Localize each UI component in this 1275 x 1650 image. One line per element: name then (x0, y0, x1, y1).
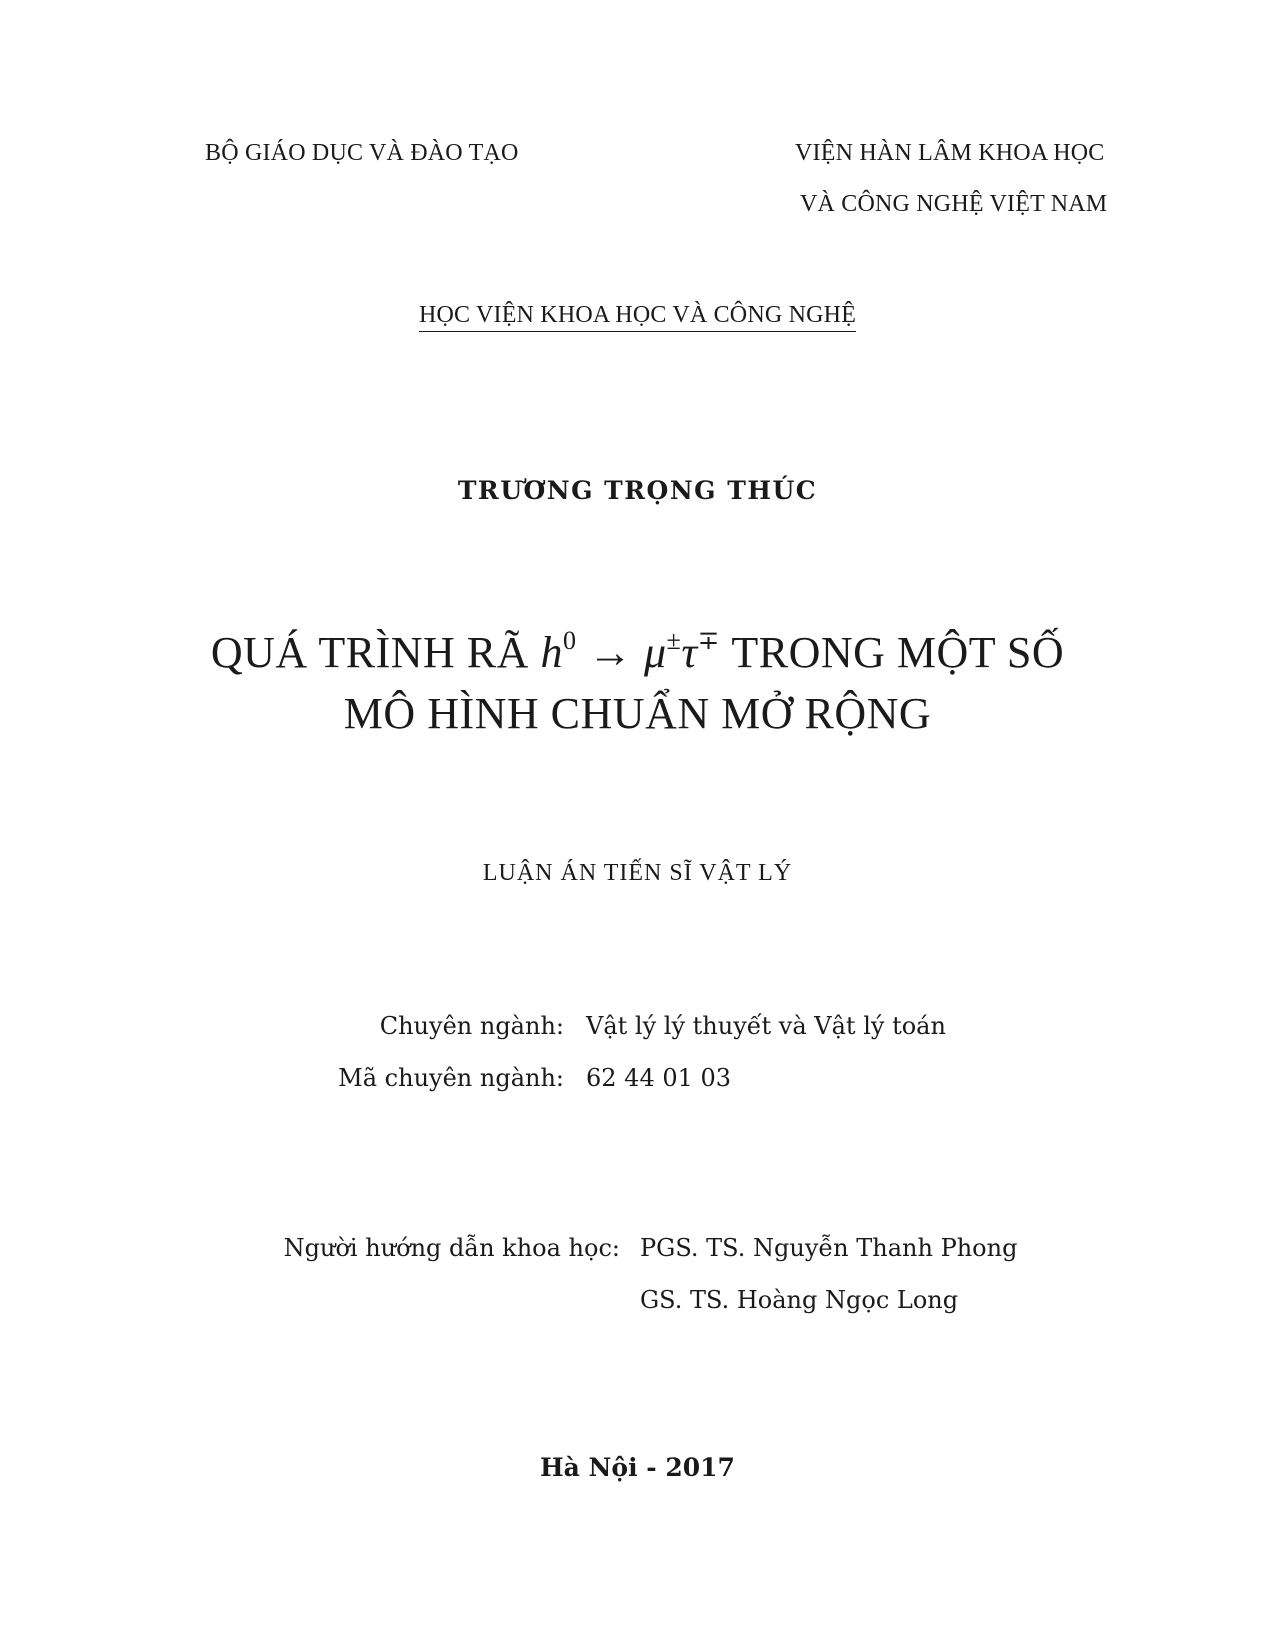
degree-type: LUẬN ÁN TIẾN SĨ VẬT LÝ (482, 860, 793, 886)
major-code-label: Mã chuyên ngành: (338, 1064, 564, 1092)
advisor-1: PGS. TS. Nguyễn Thanh Phong (640, 1234, 1018, 1262)
academy-name-line1: VIỆN HÀN LÂM KHOA HỌC (795, 140, 1105, 166)
institute-name-wrapper (0, 302, 1275, 329)
major-value: Vật lý lý thuyết và Vật lý toán (586, 1012, 946, 1040)
ministry-name: BỘ GIÁO DỤC VÀ ĐÀO TẠO (205, 140, 519, 166)
major-code-value: 62 44 01 03 (586, 1064, 732, 1092)
place-year: Hà Nội - 2017 (540, 1453, 735, 1482)
math-higgs: h (540, 628, 563, 677)
author-name: TRƯƠNG TRỌNG THÚC (457, 476, 818, 505)
title-prefix: QUÁ TRÌNH RÃ (210, 628, 541, 677)
math-muon: μ (643, 628, 667, 677)
math-arrow: → (576, 628, 644, 677)
academy-name-line2: VÀ CÔNG NGHỆ VIỆT NAM (800, 191, 1108, 217)
math-tau-sup: ∓ (697, 626, 720, 655)
math-tau: τ (681, 628, 698, 677)
math-muon-sup: ± (666, 626, 682, 655)
institute-name: HỌC VIỆN KHOA HỌC VÀ CÔNG NGHỆ (419, 302, 856, 332)
thesis-title-line1 (0, 627, 1275, 678)
title-suffix: TRONG MỘT SỐ (719, 628, 1065, 677)
major-label: Chuyên ngành: (379, 1012, 564, 1040)
math-higgs-sup: 0 (562, 626, 577, 655)
advisor-2: GS. TS. Hoàng Ngọc Long (640, 1286, 959, 1314)
advisors-label: Người hướng dẫn khoa học: (283, 1234, 620, 1262)
thesis-title-line2: MÔ HÌNH CHUẨN MỞ RỘNG (343, 689, 932, 738)
